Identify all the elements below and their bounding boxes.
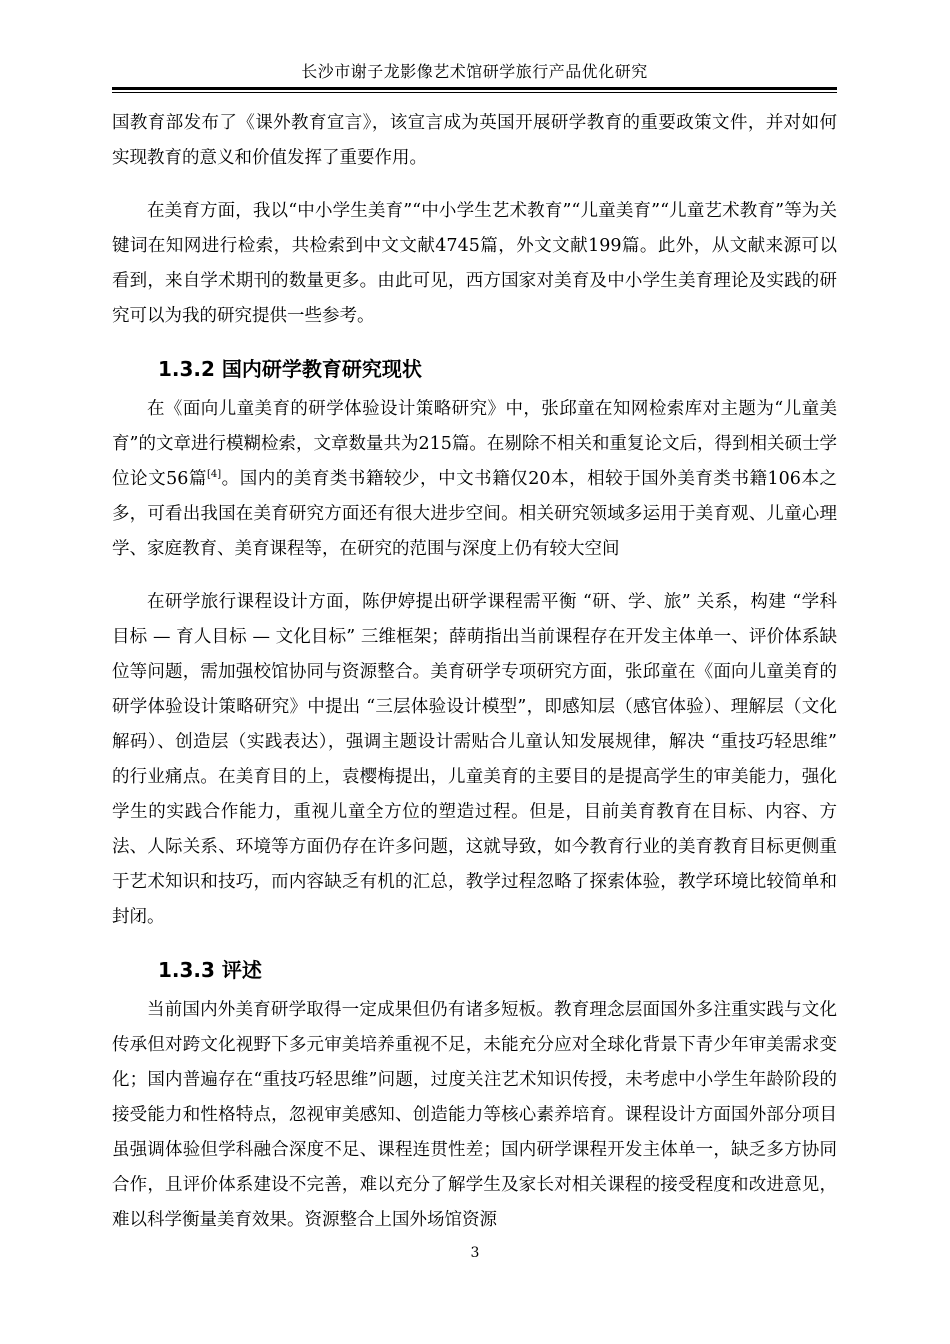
paragraph-aesthetic-education: 在美育方面，我以“中小学生美育”“中小学生艺术教育”“儿童美育”“儿童艺术教育”等为关键词在知网进行检索，共检索到中文文献4745篇，外文文献199篇。此外，从文献来源可以看到，来自学术期刊的数量更多。由此可见，西方国家对美育及中小学生美育理论及实践的研究可以为我的研究提供一些参考。 bbox=[112, 201, 837, 326]
header-rule-thin bbox=[112, 92, 837, 93]
page-number: 3 bbox=[470, 1245, 480, 1261]
paragraph-text: 。国内的美育类书籍较少，中文书籍仅20本，相较于国外美育类书籍106本之多，可看出我国在美育研究方面还有很大进步空间。相关研究领域多运用于美育观、儿童心理学、家庭教育、美育课程等，在研究的范围与深度上仍有较大空间 bbox=[112, 469, 837, 559]
section-heading-1-3-2: 1.3.2 国内研学教育研究现状 bbox=[158, 357, 422, 381]
paragraph-course-design: 在研学旅行课程设计方面，陈伊婷提出研学课程需平衡 “研、学、旅” 关系，构建 “学科目标 — 育人目标 — 文化目标” 三维框架；薛萌指出当前课程存在开发主体单一、评价体系缺位等问题，需加强校馆协同与资源整合。美育研学专项研究方面，张邱童在《面向儿童美育的研学体验设计策略研究》中提出 “三层体验设计模型”，即感知层（感官体验）、理解层（文化解码）、创造层（实践表达），强调主题设计需贴合儿童认知发展规律，解决 “重技巧轻思维” 的行业痛点。在美育目的上，袁樱梅提出，儿童美育的主要目的是提高学生的审美能力，强化学生的实践合作能力，重视儿童全方位的塑造过程。但是，目前美育教育在目标、内容、方法、人际关系、环境等方面仍存在许多问题，这就导致，如今教育行业的美育教育目标更侧重于艺术知识和技巧，而内容缺乏有机的汇总，教学过程忽略了探索体验，教学环境比较简单和封闭。 bbox=[112, 592, 837, 927]
paragraph-domestic-research bbox=[112, 392, 837, 567]
paragraph-continuation: 国教育部发布了《课外教育宣言》，该宣言成为英国开展研学教育的重要政策文件，并对如何实现教育的意义和价值发挥了重要作用。 bbox=[112, 113, 837, 168]
header-rule-thick bbox=[112, 87, 837, 90]
document-body bbox=[112, 106, 837, 1256]
section-heading-1-3-3: 1.3.3 评述 bbox=[158, 958, 262, 982]
paragraph-review: 当前国内外美育研学取得一定成果但仍有诸多短板。教育理念层面国外多注重实践与文化传承但对跨文化视野下多元审美培养重视不足，未能充分应对全球化背景下青少年审美需求变化；国内普遍存在“重技巧轻思维”问题，过度关注艺术知识传授，未考虑中小学生年龄阶段的接受能力和性格特点，忽视审美感知、创造能力等核心素养培育。课程设计方面国外部分项目虽强调体验但学科融合深度不足、课程连贯性差；国内研学课程开发主体单一，缺乏多方协同合作，且评价体系建设不完善，难以充分了解学生及家长对相关课程的接受程度和改进意见，难以科学衡量美育效果。资源整合上国外场馆资源 bbox=[112, 1000, 837, 1230]
running-header: 长沙市谢子龙影像艺术馆研学旅行产品优化研究 bbox=[301, 62, 648, 81]
paragraph-text: 在《面向儿童美育的研学体验设计策略研究》中，张邱童在知网检索库对主题为“儿童美育”的文章进行模糊检索，文章数量共为215篇。在剔除不相关和重复论文后，得到相关硕士学位论文56篇 bbox=[112, 399, 837, 489]
citation-marker: [4] bbox=[206, 469, 222, 480]
